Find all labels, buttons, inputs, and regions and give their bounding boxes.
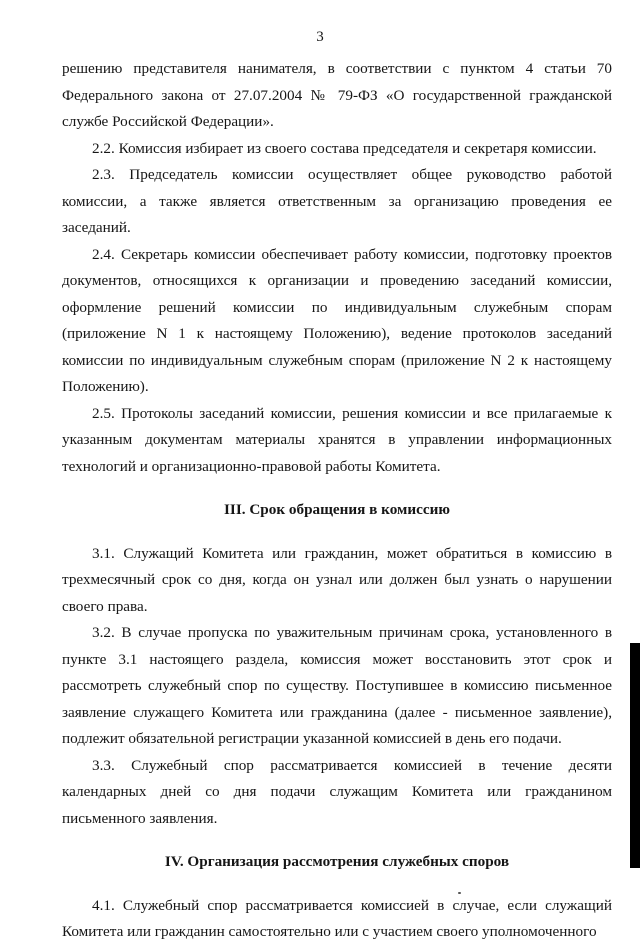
section-heading-3: III. Срок обращения в комиссию (224, 501, 450, 518)
scan-edge-mark (630, 643, 640, 868)
paragraph-3-1: 3.1. Служащий Комитета или гражданин, может обратиться в комиссию в трехмесячный срок со дня, когда он узнал или должен был узнать о нарушении своего права. (62, 544, 612, 615)
paragraph-2-3: 2.3. Председатель комиссии осуществляет общее руководство работой комиссии, а также является ответственным за организацию проведения ее заседаний. (62, 166, 612, 236)
paragraph-3-3: 3.3. Служебный спор рассматривается комиссией в течение десяти календарных дней со дня подачи служащим Комитета или гражданином письменного заявления. (62, 756, 612, 827)
section-heading-4: IV. Организация рассмотрения служебных споров (164, 853, 510, 870)
scan-speck (458, 892, 461, 894)
paragraph-2-5: 2.5. Протоколы заседаний комиссии, решения комиссии и все прилагаемые к указанным документам материалы хранятся в управлении информационных технологий и организационно-правовой работы Комитета. (62, 404, 612, 475)
paragraph-2-2: 2.2. Комиссия избирает из своего состава председателя и секретаря комиссии. (92, 139, 597, 157)
paragraph-continuation: решению представителя нанимателя, в соответствии с пунктом 4 статьи 70 Федерального закона от 27.07.2004 № 79-ФЗ «О государственной гражданской службе Российской Федерации». (62, 60, 612, 130)
paragraph-2-4: 2.4. Секретарь комиссии обеспечивает работу комиссии, подготовку проектов документов, относящихся к организации и проведению заседаний комиссии, оформление решений комиссии по индивидуальным служебным спорам (приложение N 1 к настоящему Положению), ведение протоколов заседаний комиссии по индивидуальным служебным спорам (приложение N 2 к настоящему Положению). (62, 245, 612, 395)
document-body (62, 56, 612, 946)
paragraph-3-2: 3.2. В случае пропуска по уважительным причинам срока, установленного в пункте 3.1 настоящего раздела, комиссия может восстановить этот срок и рассмотреть служебный спор по существу. Поступившее в комиссию письменное заявление служащего Комитета или гражданина (далее - письменное заявление), подлежит обязательной регистрации указанной комиссией в день его подачи. (62, 624, 612, 747)
page-number: 3 (316, 29, 324, 45)
paragraph-4-1: 4.1. Служебный спор рассматривается комиссией в случае, если служащий Комитета или гражданин самостоятельно или с участием своего уполномоченного (62, 896, 612, 940)
